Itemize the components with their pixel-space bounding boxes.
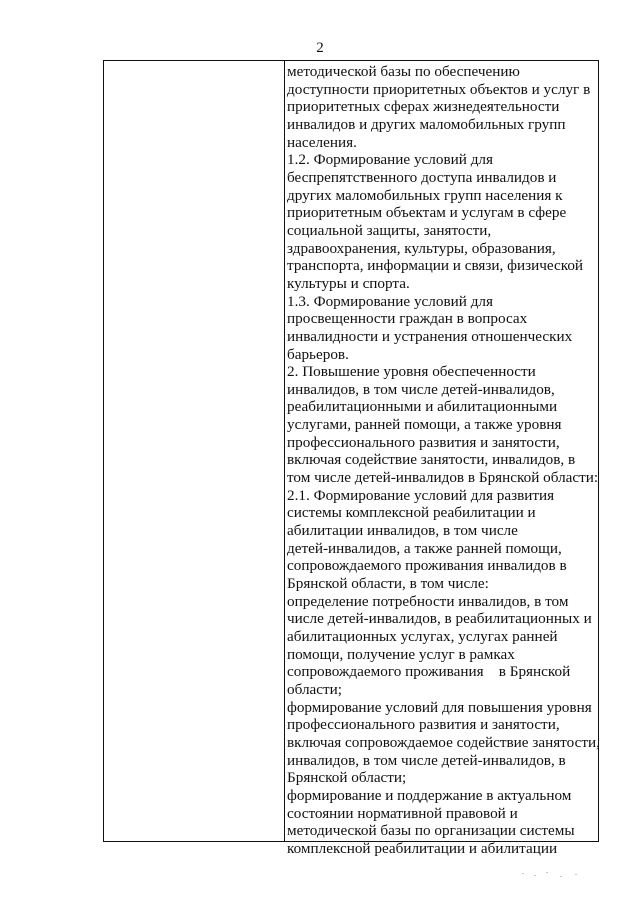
text-line: приоритетных сферах жизнедеятельности xyxy=(287,98,560,116)
text-line: услугами, ранней помощи, а также уровня xyxy=(287,416,562,434)
text-line: 2.1. Формирование условий для развития xyxy=(287,486,555,504)
text-line: барьеров. xyxy=(287,345,349,363)
text-line: Брянской области; xyxy=(287,769,407,787)
scan-artifact xyxy=(520,870,590,880)
text-line: методической базы по обеспечению xyxy=(287,63,520,80)
text-line: системы комплексной реабилитации и xyxy=(287,504,536,522)
table-cell-content xyxy=(287,63,600,857)
text-line: области; xyxy=(287,680,342,698)
text-line: инвалидов, в том числе детей-инвалидов, xyxy=(287,380,555,398)
text-line: реабилитационными и абилитационными xyxy=(287,398,558,416)
text-line: инвалидов и других маломобильных групп xyxy=(287,115,566,133)
text-line: профессионального развития и занятости, xyxy=(287,716,560,734)
text-line: формирование условий для повышения уровня xyxy=(287,698,592,716)
text-line: комплексной реабилитации и абилитации xyxy=(287,839,558,857)
text-line: Брянской области, в том числе: xyxy=(287,575,489,593)
text-line: включая сопровождаемое содействие занятости, xyxy=(287,733,600,751)
text-line: транспорта, информации и связи, физической xyxy=(287,257,584,275)
text-line: абилитационных услугах, услугах ранней xyxy=(287,628,558,645)
page-number: 2 xyxy=(316,40,324,56)
text-line: детей-инвалидов, а также ранней помощи, xyxy=(287,539,562,557)
text-line: включая содействие занятости, инвалидов, в xyxy=(287,451,576,469)
column-divider xyxy=(284,61,285,841)
text-line: профессионального развития и занятости, xyxy=(287,433,560,451)
text-line: 2. Повышение уровня обеспеченности xyxy=(287,363,536,381)
text-line: определение потребности инвалидов, в том xyxy=(287,592,569,610)
text-line: числе детей-инвалидов, в реабилитационных и xyxy=(287,610,592,628)
document-table xyxy=(103,60,600,857)
text-line: состоянии нормативной правовой и xyxy=(287,804,518,822)
text-line: сопровождаемого проживания инвалидов в xyxy=(287,557,567,575)
text-line: доступности приоритетных объектов и услуг в xyxy=(287,80,591,98)
text-line: формирование и поддержание в актуальном xyxy=(287,786,572,804)
text-line: населения. xyxy=(287,133,357,151)
text-line: социальной защиты, занятости, xyxy=(287,221,492,239)
text-line: сопровождаемого проживания в Брянской xyxy=(287,663,571,681)
text-line: беспрепятственного доступа инвалидов и xyxy=(287,168,557,186)
text-line: культуры и спорта. xyxy=(287,274,410,292)
text-line: 1.2. Формирование условий для xyxy=(287,151,493,169)
text-line: инвалидов, в том числе детей-инвалидов, в xyxy=(287,751,566,769)
text-line: инвалидности и устранения отношенческих xyxy=(287,327,573,345)
text-line: других маломобильных групп населения к xyxy=(287,186,563,204)
text-line: помощи, получение услуг в рамках xyxy=(287,645,515,663)
text-line: абилитации инвалидов, в том числе xyxy=(287,522,518,540)
text-line: 1.3. Формирование условий для xyxy=(287,292,493,310)
text-line: просвещенности граждан в вопросах xyxy=(287,310,528,328)
text-line: здравоохранения, культуры, образования, xyxy=(287,239,556,257)
text-line: том числе детей-инвалидов в Брянской области: xyxy=(287,469,599,487)
text-line: методической базы по организации системы xyxy=(287,822,575,840)
text-line: приоритетным объектам и услугам в сфере xyxy=(287,204,567,222)
